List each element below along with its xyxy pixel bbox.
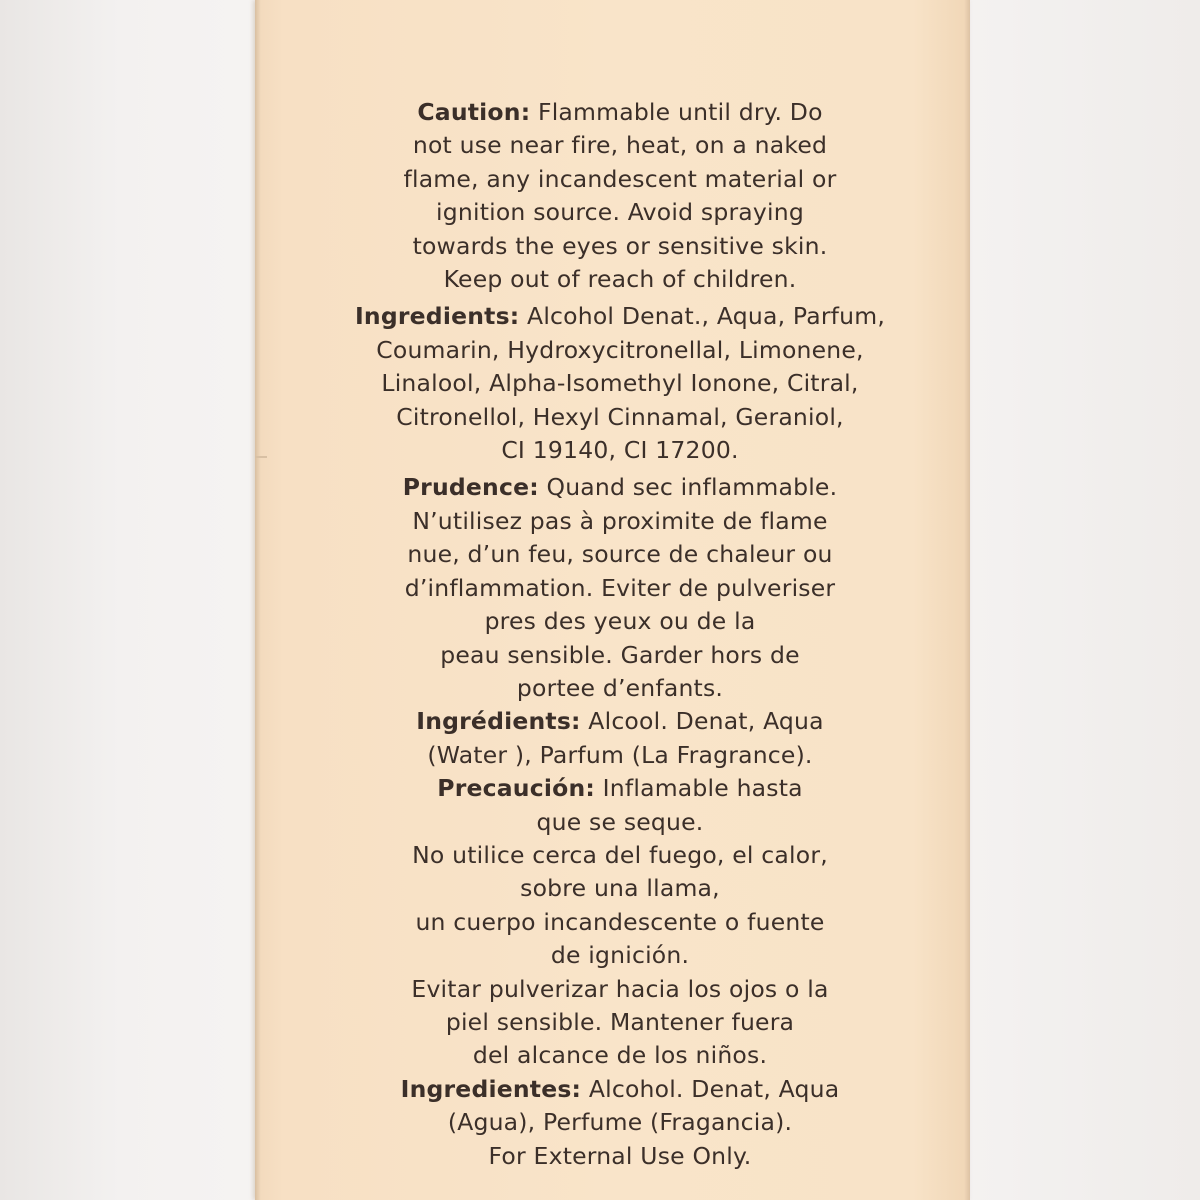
- precaucion-line-1: [330, 772, 910, 805]
- prudence-line-5: pres des yeux ou de la: [484, 607, 756, 636]
- precaucion-line-6: de ignición.: [550, 941, 690, 970]
- external-use-notice: For External Use Only.: [488, 1141, 752, 1170]
- box-crease: [255, 456, 267, 458]
- ingredientes-es-line-2: (Agua), Perfume (Fragancia).: [447, 1108, 793, 1137]
- precaucion-line-8: piel sensible. Mantener fuera: [445, 1007, 795, 1036]
- caution-line-5: towards the eyes or sensitive skin.: [412, 231, 828, 260]
- caution-line-6: Keep out of reach of children.: [443, 265, 797, 294]
- prudence-line-4: d’inflammation. Eviter de pulveriser: [404, 573, 836, 602]
- warning-label: [330, 96, 910, 1173]
- prudence-line-3: nue, d’un feu, source de chaleur ou: [407, 540, 833, 569]
- box-left-edge: [255, 0, 261, 1200]
- precaucion-line-9: del alcance de los niños.: [472, 1041, 768, 1070]
- ingredients-en-heading: Ingredients:: [354, 302, 520, 331]
- caution-line-1: [330, 96, 910, 129]
- prudence-heading: Prudence:: [402, 473, 539, 502]
- prudence-line-7: portee d’enfants.: [516, 673, 724, 702]
- ingredients-en-line-5: CI 19140, CI 17200.: [501, 436, 739, 465]
- precaucion-line-4: sobre una llama,: [520, 874, 720, 903]
- prudence-line-2: N’utilisez pas à proximite de flame: [412, 506, 828, 535]
- ingredients-en-line-1: [330, 300, 910, 333]
- ingredients-fr-heading: Ingrédients:: [416, 707, 581, 736]
- precaucion-line-3: No utilice cerca del fuego, el calor,: [412, 840, 828, 869]
- ingredients-en-line-3: Linalool, Alpha-Isomethyl Ionone, Citral,: [381, 369, 859, 398]
- precaucion-line-5: un cuerpo incandescente o fuente: [415, 907, 825, 936]
- ingredients-en-text: Alcohol Denat., Aqua, Parfum,: [519, 302, 886, 331]
- caution-line-2: not use near fire, heat, on a naked: [412, 131, 828, 160]
- ingredientes-es-heading: Ingredientes:: [400, 1074, 582, 1103]
- ingredients-en-line-4: Citronellol, Hexyl Cinnamal, Geraniol,: [396, 402, 844, 431]
- ingredients-fr-line-2: (Water ), Parfum (La Fragrance).: [427, 740, 813, 769]
- prudence-line-1: [330, 471, 910, 504]
- ingredients-fr-line-1: [330, 705, 910, 738]
- prudence-line-6: peau sensible. Garder hors de: [440, 640, 800, 669]
- ingredients-fr-text: Alcool. Denat, Aqua: [580, 707, 824, 736]
- precaucion-text: Inflamable hasta: [595, 774, 803, 803]
- box-right-edge: [964, 0, 970, 1200]
- caution-line-3: flame, any incandescent material or: [403, 164, 837, 193]
- precaucion-line-2: que se seque.: [536, 807, 704, 836]
- ingredientes-es-text: Alcohol. Denat, Aqua: [581, 1074, 840, 1103]
- precaucion-heading: Precaución:: [437, 774, 595, 803]
- ingredients-en-line-2: Coumarin, Hydroxycitronellal, Limonene,: [376, 335, 864, 364]
- prudence-text: Quand sec inflammable.: [538, 473, 838, 502]
- caution-heading: Caution:: [417, 98, 531, 126]
- caution-text: Flammable until dry. Do: [530, 98, 823, 126]
- ingredientes-es-line-1: [330, 1073, 910, 1106]
- precaucion-line-7: Evitar pulverizar hacia los ojos o la: [411, 974, 829, 1003]
- caution-line-4: ignition source. Avoid spraying: [436, 198, 804, 227]
